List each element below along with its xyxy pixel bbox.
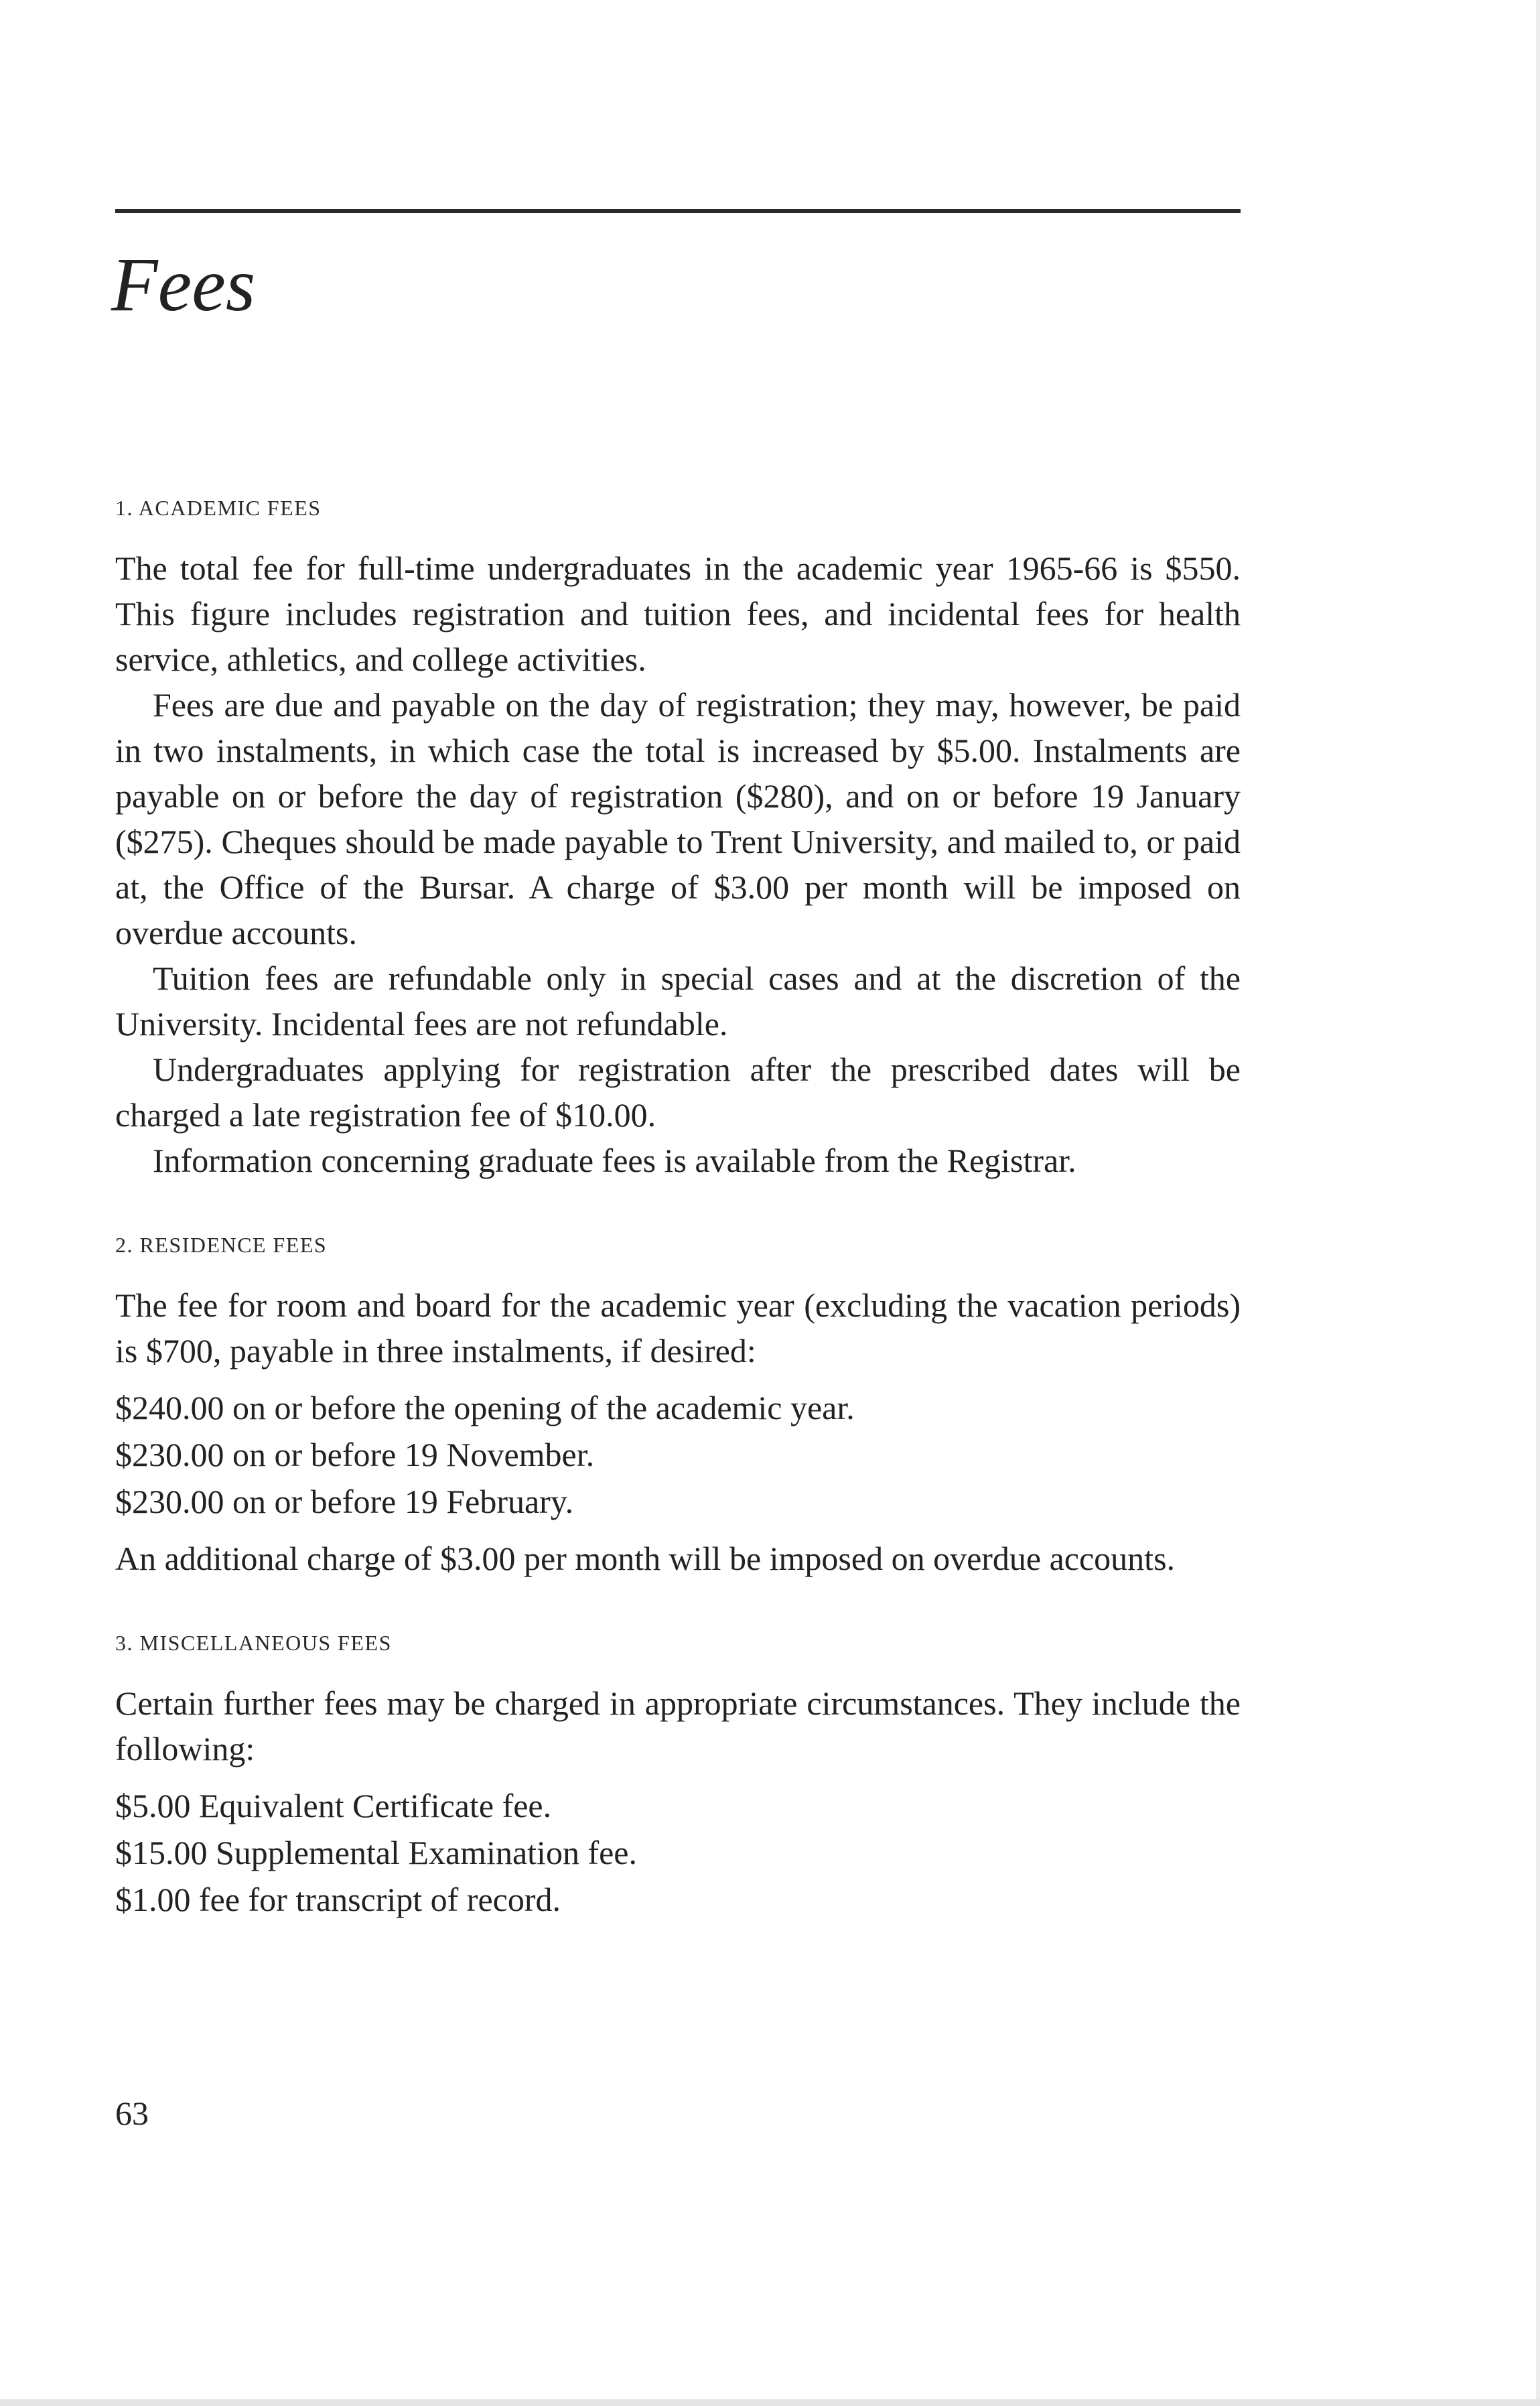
paragraph: Certain further fees may be charged in appropriate circumstances. They include the following: [115,1684,1241,1767]
list-item: $230.00 on or before 19 November. [115,1436,595,1473]
page-edge-right [1536,0,1540,2406]
list-item: $1.00 fee for transcript of record. [115,1881,561,1918]
list-item: $230.00 on or before 19 February. [115,1483,574,1520]
fee-list [115,1782,1241,1923]
page-number: 63 [115,2094,149,2132]
section-heading: 2. RESIDENCE FEES [115,1233,328,1257]
paragraph: Undergraduates applying for registration after the prescribed dates will be charged a late registration fee of $10.00. [115,1051,1241,1134]
document-body [115,494,1241,1971]
paragraph: Information concerning graduate fees is available from the Registrar. [153,1142,1076,1179]
header-rule [115,209,1241,213]
section-heading: 3. MISCELLANEOUS FEES [115,1631,392,1655]
paragraph: Fees are due and payable on the day of registration; they may, however, be paid in two instalments, in which case the total is increased by $5.00. Instalments are payable on or before the day of registration ($280), and on or before 19 January ($275). Cheques should be made payable to Trent University, and mailed to, or paid at, the Office of the Bursar. A charge of $3.00 per month will be imposed on overdue accounts. [115,686,1241,951]
paragraph: An additional charge of $3.00 per month will be imposed on overdue accounts. [115,1540,1176,1577]
list-item: $240.00 on or before the opening of the academic year. [115,1389,855,1426]
section-miscellaneous-fees [115,1629,1241,1923]
page-title: Fees [111,242,256,327]
list-item: $5.00 Equivalent Certificate fee. [115,1787,552,1824]
paragraph: Tuition fees are refundable only in special cases and at the discretion of the University. Incidental fees are not refundable. [115,959,1241,1043]
paragraph: The total fee for full-time undergraduates in the academic year 1965-66 is $550. This figure includes registration and tuition fees, and incidental fees for health service, athletics, and college activities. [115,549,1241,678]
paragraph: The fee for room and board for the academic year (excluding the vacation periods) is $700, payable in three instalments, if desired: [115,1286,1241,1369]
page-edge-bottom [0,2399,1540,2406]
section-academic-fees [115,494,1241,1183]
list-item: $15.00 Supplemental Examination fee. [115,1834,637,1871]
section-heading: 1. ACADEMIC FEES [115,496,322,520]
section-residence-fees [115,1231,1241,1581]
instalment-list [115,1384,1241,1525]
